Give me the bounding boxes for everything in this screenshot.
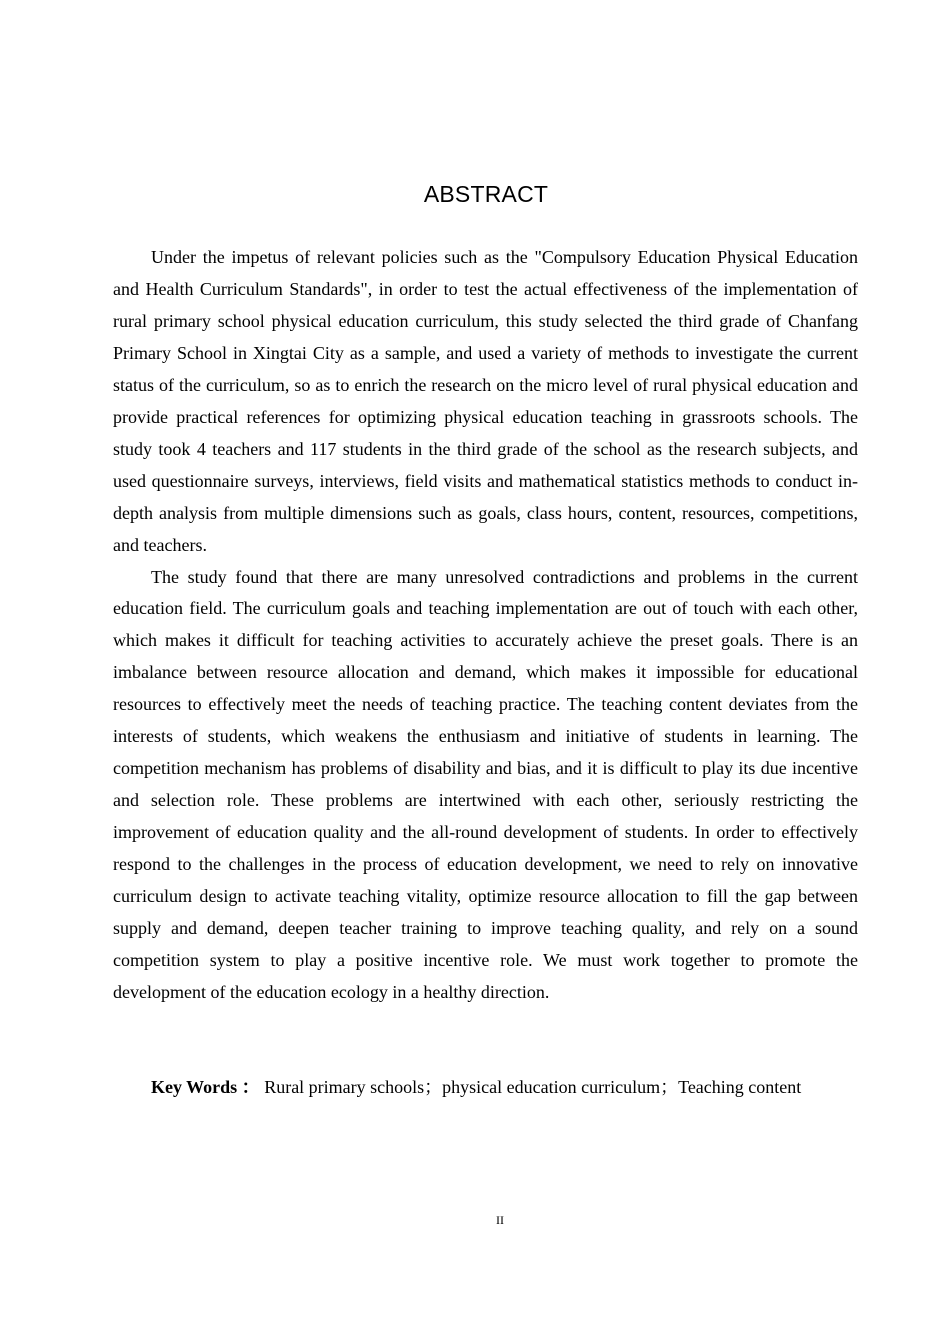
abstract-title: ABSTRACT <box>423 181 549 207</box>
keywords-text: Rural primary schools；physical education curriculum；Teaching content <box>264 1077 802 1097</box>
abstract-paragraph-2: The study found that there are many unresolved contradictions and problems in the current education field. The curriculum goals and teaching implementation are out of touch with each other, which makes it difficult for teaching activities to accurately achieve the preset goals. There is an imbalance between resource allocation and demand, which makes it impossible for educational resources to effectively meet the needs of teaching practice. The teaching content deviates from the interests of students, which weakens the enthusiasm and initiative of students in learning. The competition mechanism has problems of disability and bias, and it is difficult to play its due incentive and selection role. These problems are intertwined with each other, seriously restricting the improvement of education quality and the all-round development of students. In order to effectively respond to the challenges in the process of education development, we need to rely on innovative curriculum design to activate teaching vitality, optimize resource allocation to fill the gap between supply and demand, deepen teacher training to improve teaching quality, and rely on a sound competition system to play a positive incentive role. We must work together to promote the development of the education ecology in a healthy direction. <box>113 566 858 1002</box>
keywords-label: Key Words ： <box>151 1077 260 1097</box>
abstract-body <box>113 242 858 1009</box>
keywords-line <box>113 1072 813 1104</box>
page-number: II <box>496 1213 504 1227</box>
abstract-paragraph-1: Under the impetus of relevant policies such as the "Compulsory Education Physical Education and Health Curriculum Standards", in order to test the actual effectiveness of the implementation of rural primary school physical education curriculum, this study selected the third grade of Chanfang Primary School in Xingtai City as a sample, and used a variety of methods to investigate the current status of the curriculum, so as to enrich the research on the micro level of rural physical education and provide practical references for optimizing physical education teaching in grassroots schools. The study took 4 teachers and 117 students in the third grade of the school as the research subjects, and used questionnaire surveys, interviews, field visits and mathematical statistics methods to conduct in-depth analysis from multiple dimensions such as goals, class hours, content, resources, competitions, and teachers. <box>113 247 858 555</box>
